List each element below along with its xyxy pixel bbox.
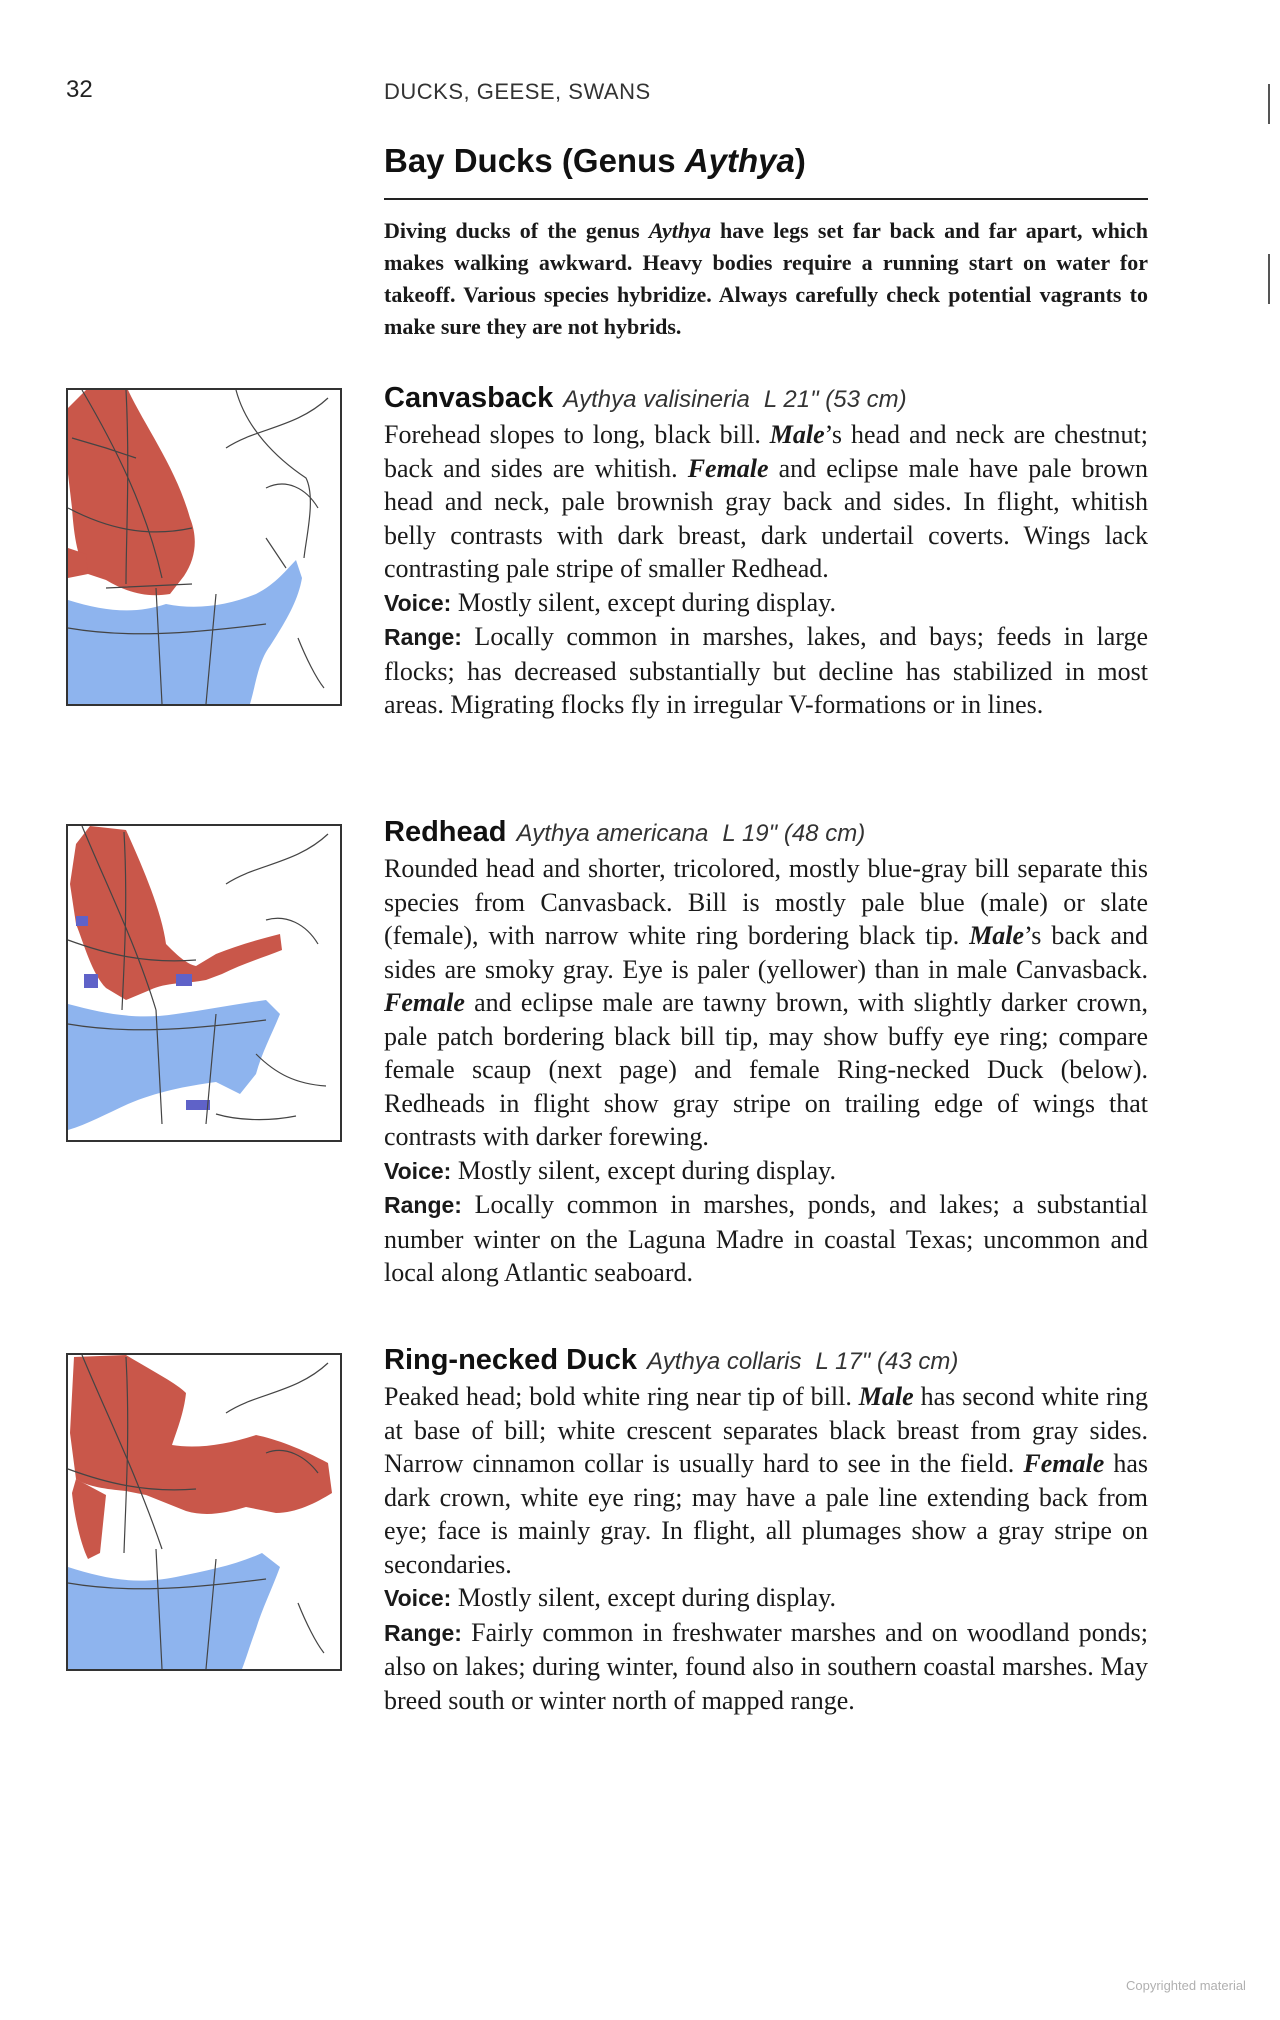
copyright-notice: Copyrighted material xyxy=(1126,1978,1246,1993)
description-male-label: Male xyxy=(858,1382,914,1411)
voice-text: Mostly silent, except during display. xyxy=(451,1583,836,1612)
canvasback-range-map xyxy=(66,388,342,706)
species-description xyxy=(384,1380,1148,1581)
description-female-label: Female xyxy=(1023,1449,1105,1478)
section-title-genus: Aythya xyxy=(684,142,795,179)
section-title xyxy=(384,142,806,180)
voice-label: Voice: xyxy=(384,1157,452,1184)
species-heading xyxy=(384,814,1148,852)
description-female-label: Female xyxy=(384,988,465,1017)
intro-text-2: have legs set far back and far apart, which makes walking awkward. Heavy bodies require a running start on water for takeoff. Various species hybridize. Always carefully check potential vagrants to make sure they are not hybrids. xyxy=(384,218,1148,339)
species-length: L 21" (53 cm) xyxy=(763,386,907,413)
species-length: L 19" (48 cm) xyxy=(722,820,866,847)
ring-necked-duck-range-map xyxy=(66,1353,342,1671)
description-text: Rounded head and shorter, tricolored, mostly blue-gray bill separate this species from Canvasback. Bill is mostly pale blue (male) or slate (female), with narrow white ring bordering black tip. xyxy=(384,854,1148,950)
section-intro xyxy=(384,215,1148,343)
range-label: Range: xyxy=(384,1192,462,1218)
species-latin-name: Aythya collaris xyxy=(647,1348,802,1375)
species-length: L 17" (43 cm) xyxy=(815,1348,959,1375)
species-description xyxy=(384,852,1148,1154)
species-redhead xyxy=(384,814,1148,1290)
section-title-suffix: ) xyxy=(794,142,806,179)
description-male-label: Male xyxy=(769,420,825,449)
species-range xyxy=(384,1188,1148,1290)
species-latin-name: Aythya americana xyxy=(516,820,709,847)
description-text: and eclipse male are tawny brown, with slightly darker crown, pale patch bordering black bill tip, may show buffy eye ring; compare female scaup (next page) and female Ring-necked Duck (below). Redheads in flight show gray stripe on trailing edge of wings that contrasts with darker forewing. xyxy=(384,988,1148,1151)
species-description xyxy=(384,418,1148,586)
intro-text-1: Diving ducks of the genus xyxy=(384,218,649,243)
description-text: has second white ring at base of bill; white crescent separates black breast from gray sides. Narrow cinnamon collar is usually hard to see in the field. xyxy=(384,1382,1148,1478)
species-range xyxy=(384,1616,1148,1718)
range-text: Locally common in marshes, lakes, and bays; feeds in large flocks; has decreased substantially but decline has stabilized in most areas. Migrating flocks fly in irregular V-formations or in lines. xyxy=(384,622,1148,719)
range-text: Locally common in marshes, ponds, and lakes; a substantial number winter on the Laguna Madre in coastal Texas; uncommon and local along Atlantic seaboard. xyxy=(384,1190,1148,1287)
range-label: Range: xyxy=(384,1619,462,1646)
species-voice xyxy=(384,1581,1148,1616)
species-ring-necked-duck xyxy=(384,1342,1148,1717)
title-rule xyxy=(384,198,1148,200)
running-head: DUCKS, GEESE, SWANS xyxy=(384,79,651,104)
description-text: and eclipse male have pale brown head and neck, pale brownish gray back and sides. In flight, whitish belly contrasts with dark breast, dark undertail coverts. Wings lack contrasting pale stripe of smaller Redhead. xyxy=(384,453,1148,583)
species-common-name: Canvasback xyxy=(384,382,554,414)
species-range xyxy=(384,620,1148,722)
species-heading xyxy=(384,380,1148,418)
description-text: ’s head and neck are chestnut; back and sides are whitish. xyxy=(384,420,1148,483)
species-voice xyxy=(384,586,1148,621)
species-canvasback xyxy=(384,380,1148,722)
species-voice xyxy=(384,1154,1148,1189)
species-latin-name: Aythya valisineria xyxy=(563,386,750,413)
species-common-name: Ring-necked Duck xyxy=(384,1344,637,1376)
description-male-label: Male xyxy=(969,921,1025,950)
page-edge-mark xyxy=(1268,84,1270,124)
voice-label: Voice: xyxy=(384,1585,452,1611)
range-label: Range: xyxy=(384,624,462,650)
species-heading xyxy=(384,1342,1148,1380)
description-female-label: Female xyxy=(687,453,769,483)
description-text: has dark crown, white eye ring; may have a pale line extending back from eye; face is mainly gray. In flight, all plumages show a gray stripe on secondaries. xyxy=(384,1449,1148,1579)
redhead-range-map xyxy=(66,824,342,1142)
description-text: Forehead slopes to long, black bill. xyxy=(384,420,770,449)
intro-genus: Aythya xyxy=(648,218,711,243)
section-title-prefix: Bay Ducks (Genus xyxy=(384,142,685,179)
page-edge-mark xyxy=(1268,254,1270,304)
voice-text: Mostly silent, except during display. xyxy=(451,1155,836,1185)
species-common-name: Redhead xyxy=(384,816,507,848)
description-text: ’s back and sides are smoky gray. Eye is paler (yellower) than in male Canvasback. xyxy=(384,921,1148,984)
voice-label: Voice: xyxy=(384,589,452,616)
voice-text: Mostly silent, except during display. xyxy=(451,587,836,617)
range-text: Fairly common in freshwater marshes and on woodland ponds; also on lakes; during winter, found also in southern coastal marshes. May breed south or winter north of mapped range. xyxy=(384,1617,1148,1715)
description-text: Peaked head; bold white ring near tip of bill. xyxy=(384,1382,859,1411)
page-number: 32 xyxy=(66,76,93,103)
